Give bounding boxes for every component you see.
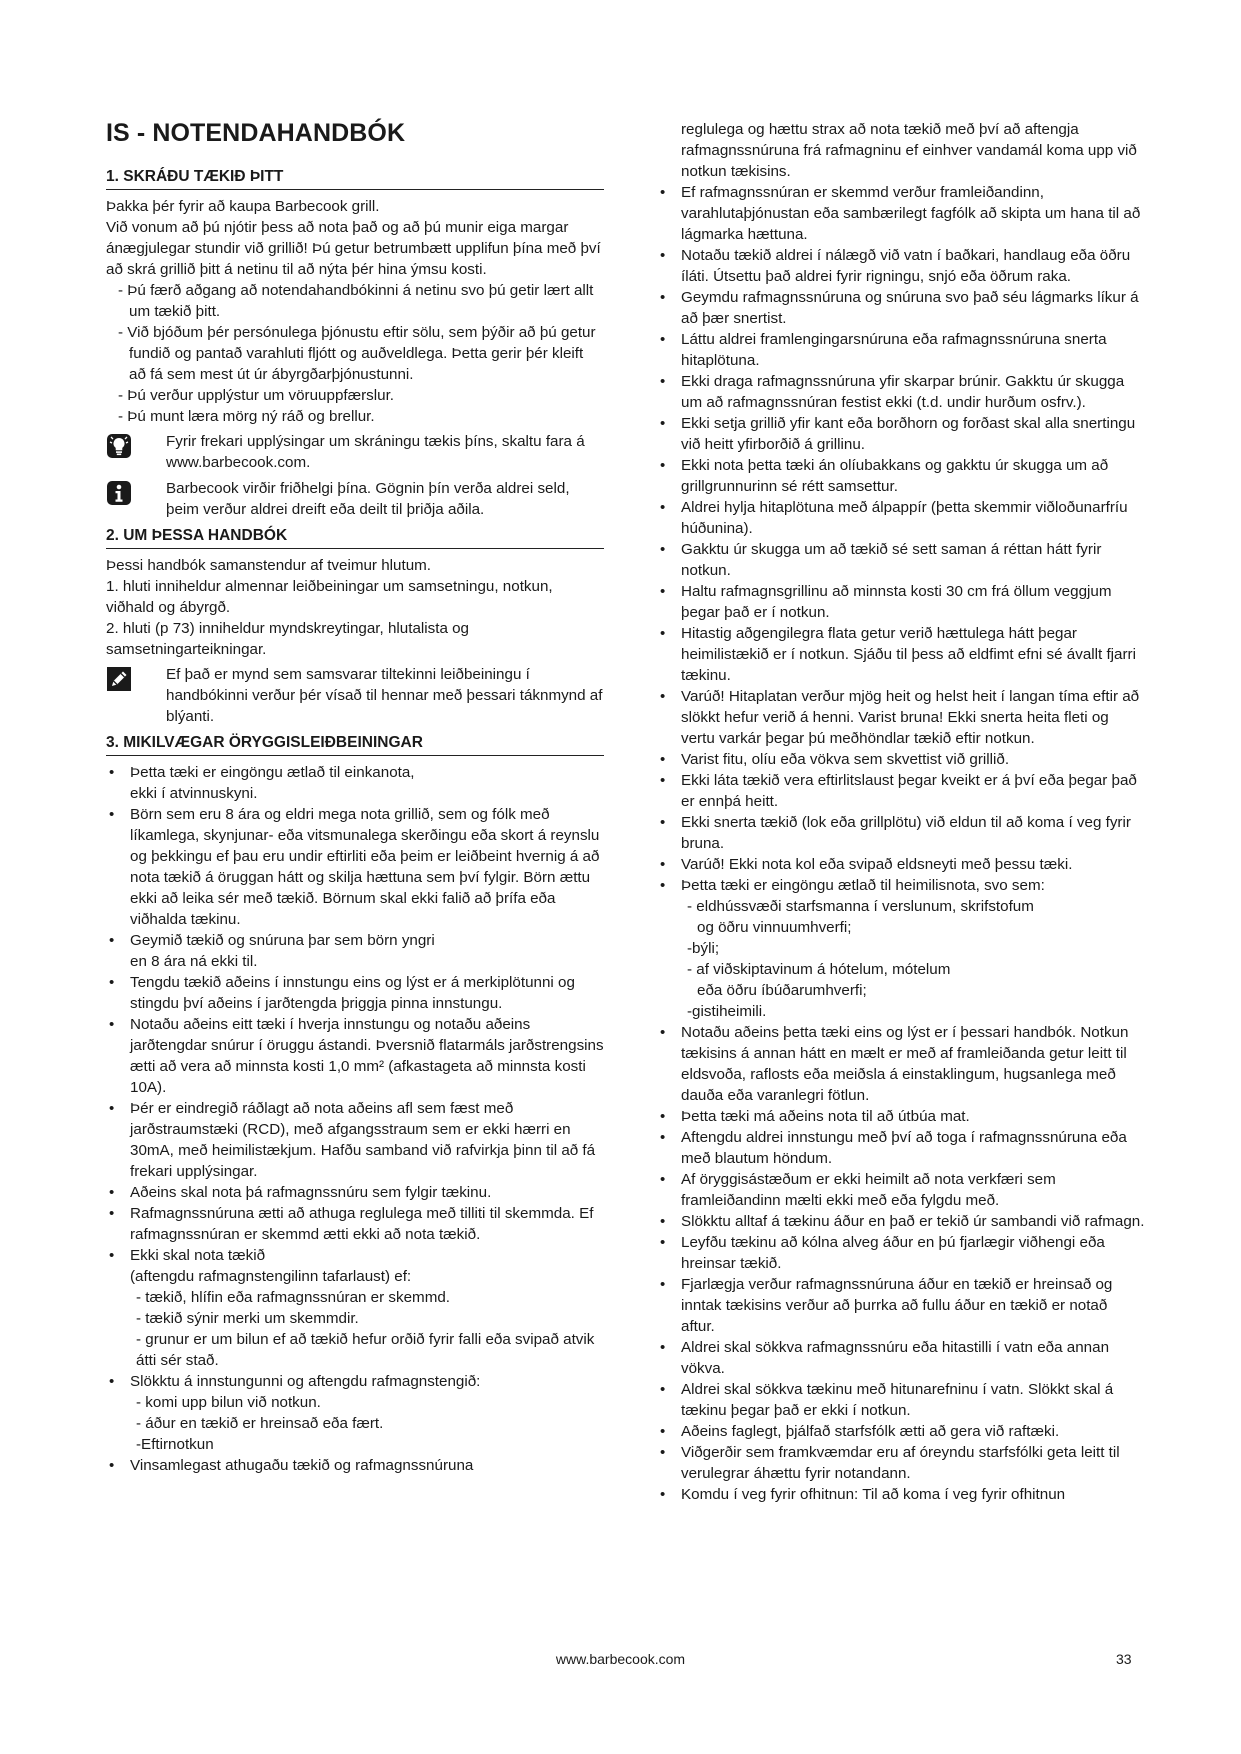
pencil-note-text: Ef það er mynd sem samsvarar tiltekinni leiðbeiningu í handbókinni verður þér vísað til hennar með þessari táknmynd af blýanti. (166, 666, 603, 725)
list-item-text: • Viðgerðir sem framkvæmdar eru af óreyndu starfsfólki geta leitt til verulegrar áhættu fyrir notandann. (681, 1444, 1120, 1482)
list-item-text: • Notaðu aðeins þetta tæki eins og lýst er í þessari handbók. Notkun tækisins á annan hátt en mælt er með af framleiðanda getur leitt til eldsvoða, raflosts eða meiðsla á einstaklingum, hugsanlega með dauða eða varanlegri fötlun. (681, 1024, 1129, 1104)
list-item-text: • Aldrei hylja hitaplötuna með álpappír (þetta skemmir viðloðunarfríu húðunina). (681, 499, 1128, 537)
list-item-text: • Börn sem eru 8 ára og eldri mega nota grillið, sem og fólk með líkamlega, skynjunar- eða vitsmunalega skerðingu eða skort á reynslu og þekkingu ef þau eru undir eftirliti eða þeim er leiðbeint hvernig á að nota tækið á öruggan hátt og skilja hættuna sem því fylgir. Börn ættu ekki að leika sér með tækið. Börnum skal ekki falið að þrífa eða viðhalda tækinu. (130, 806, 600, 928)
section-heading-register: 1. SKRÁÐU TÆKIÐ ÞITT (106, 167, 604, 190)
list-item (657, 1379, 1145, 1421)
list-item (657, 749, 1145, 770)
list-item (106, 1203, 604, 1245)
sub-item-text: - tækið sýnir merki um skemmdir. (136, 1310, 359, 1327)
list-item (657, 686, 1145, 749)
list-item-text: • Slökktu alltaf á tækinu áður en það er tekið úr sambandi við rafmagn. (681, 1213, 1145, 1230)
list-item-text: • Varúð! Ekki nota kol eða svipað eldsneyti með þessu tæki. (681, 856, 1073, 873)
page-title: IS - NOTENDAHANDBÓK (106, 119, 406, 147)
list-item-text: • Varist fitu, olíu eða vökva sem skvettist við grillið. (681, 751, 1010, 768)
list-item (657, 1127, 1145, 1169)
list-item-text: • Rafmagnssnúruna ætti að athuga reglulega með tilliti til skemmda. Ef rafmagnssnúran er skemmd ætti ekki að nota tækið. (130, 1205, 594, 1243)
page-number: 33 (1116, 1651, 1132, 1667)
list-item (657, 182, 1145, 245)
list-item (657, 1211, 1145, 1232)
list-item-text: • Leyfðu tækinu að kólna alveg áður en þú fjarlægir viðhengi eða hreinsar tækið. (681, 1234, 1105, 1272)
intro-text: Við vonum að þú njótir þess að nota það og að þú munir eiga margar ánægjulegar stundir við grillið! Þú getur betrumbætt upplifun þína með því að skrá grillið þitt á netinu til að nýta þér hina ýmsu kosti. (106, 219, 601, 278)
list-item-text: • Af öryggisástæðum er ekki heimilt að nota verkfæri sem framleiðandinn mælti ekki með eða fylgdu með. (681, 1171, 1056, 1209)
list-item-text: • Geymið tækið og snúruna þar sem börn yngri (130, 932, 435, 949)
list-item (657, 1442, 1145, 1484)
list-item (106, 1182, 604, 1203)
list-item (106, 930, 604, 972)
left-column (106, 118, 604, 1482)
sub-item-text: eða öðru íbúðarumhverfi; (697, 982, 867, 999)
list-item-text: • Geymdu rafmagnssnúruna og snúruna svo það séu lágmarks líkur á að þær snertist. (681, 289, 1139, 327)
list-item-text: (aftengdu rafmagnstengilinn tafarlaust) ef: (130, 1268, 412, 1285)
list-item-text: • Tengdu tækið aðeins í innstungu eins og lýst er á merkiplötunni og stingdu því aðeins í jarðtengda þriggja pinna innstungu. (130, 974, 575, 1012)
pencil-icon (106, 666, 132, 692)
footer-url: www.barbecook.com (555, 1651, 686, 1667)
list-item-text: • Haltu rafmagnsgrillinu að minnsta kosti 30 cm frá öllum veggjum þegar það er í notkun. (681, 583, 1112, 621)
list-item (657, 497, 1145, 539)
list-item-text: • Komdu í veg fyrir ofhitnun: Til að koma í veg fyrir ofhitnun (681, 1486, 1066, 1503)
list-item: - Við bjóðum þér persónulega þjónustu eftir sölu, sem þýðir að þú getur fundið og pantað varahluti fljótt og auðveldlega. Þetta gerir þér kleift að fá sem mest út úr ábyrgðarþjónustunni. (106, 322, 604, 385)
about-line: 1. hluti inniheldur almennar leiðbeiningar um samsetningu, notkun, viðhald og ábyrgð. (106, 578, 553, 616)
list-item-text: • Aldrei skal sökkva rafmagnssnúru eða hitastilli í vatn eða annan vökva. (681, 1339, 1110, 1377)
list-item (657, 371, 1145, 413)
list-item (106, 1014, 604, 1098)
list-item-text: • Ekki snerta tækið (lok eða grillplötu) við eldun til að koma í veg fyrir bruna. (681, 814, 1131, 852)
list-item-text: • Þetta tæki má aðeins nota til að útbúa mat. (681, 1108, 970, 1125)
list-item (657, 1274, 1145, 1337)
list-item (657, 1421, 1145, 1442)
list-item (657, 581, 1145, 623)
sub-item-text: -býli; (687, 940, 720, 957)
section-heading-about: 2. UM ÞESSA HANDBÓK (106, 526, 604, 549)
list-item (657, 413, 1145, 455)
list-item-text: • Ef rafmagnssnúran er skemmd verður framleiðandinn, varahlutaþjónustan eða sambærilegt fagfólk að skipta um hana til að lágmarka hættuna. (681, 184, 1141, 243)
list-item-text: • Þér er eindregið ráðlagt að nota aðeins afl sem fæst með jarðstraumstæki (RCD), með afgangsstraum sem er ekki hærri en 30mA, með heimilistækjum. Hafðu samband við rafvirkja þinn til að fá frekari upplýsingar. (130, 1100, 596, 1180)
list-item (106, 804, 604, 930)
lightbulb-icon (106, 433, 132, 459)
list-item (657, 1169, 1145, 1211)
sub-item-text: - áður en tækið er hreinsað eða fært. (136, 1415, 384, 1432)
list-item (106, 762, 604, 804)
list-item-text: en 8 ára ná ekki til. (130, 953, 258, 970)
sub-item-text: - af viðskiptavinum á hótelum, mótelum (687, 961, 951, 978)
list-item (657, 623, 1145, 686)
list-item (106, 1455, 604, 1476)
about-line: 2. hluti (p 73) inniheldur myndskreytingar, hlutalista og samsetningarteikningar. (106, 620, 470, 658)
list-item (657, 875, 1145, 1022)
list-item (657, 539, 1145, 581)
list-item-text: • Ekki láta tækið vera eftirlitslaust þegar kveikt er á því eða þegar það er ennþá heitt. (681, 772, 1137, 810)
sub-item-text: -Eftirnotkun (136, 1436, 214, 1453)
list-item (106, 972, 604, 1014)
intro-thanks: Þakka þér fyrir að kaupa Barbecook grill. (106, 198, 380, 215)
list-item (657, 854, 1145, 875)
list-item-text: • Aðeins skal nota þá rafmagnssnúru sem fylgir tækinu. (130, 1184, 492, 1201)
tip-note (106, 431, 604, 473)
section-heading-safety: 3. MIKILVÆGAR ÖRYGGISLEIÐBEININGAR (106, 733, 604, 756)
list-item-text: • Hitastig aðgengilegra flata getur verið hættulega hátt þegar heimilistækið er í notkun. Sjáðu til þess að eldfimt efni sé ávallt fjarri tækinu. (681, 625, 1136, 684)
list-item-text: • Notaðu aðeins eitt tæki í hverja innstungu og notaðu aðeins jarðtengdar snúrur í öruggu ástandi. Þversnið flatarmáls jarðstrengsins ætti að vera að minnsta kosti 1,0 mm² (afkastageta að minnsta kosti 10A). (130, 1016, 604, 1096)
list-item (657, 1484, 1145, 1505)
pencil-note (106, 664, 604, 727)
list-item (657, 1337, 1145, 1379)
list-item (657, 245, 1145, 287)
list-item-text: • Láttu aldrei framlengingarsnúruna eða rafmagnssnúruna snerta hitaplötuna. (681, 331, 1107, 369)
benefits-list (106, 280, 604, 427)
section-safety (106, 733, 604, 1476)
list-item (657, 1106, 1145, 1127)
section-about-manual (106, 526, 604, 727)
list-item (106, 1245, 604, 1371)
sub-item-text: og öðru vinnuumhverfi; (697, 919, 852, 936)
list-item (657, 1232, 1145, 1274)
about-line: Þessi handbók samanstendur af tveimur hlutum. (106, 557, 432, 574)
list-item-text: • Ekki nota þetta tæki án olíubakkans og gakktu úr skugga um að grillgrunnurinn sé rétt samsettur. (681, 457, 1109, 495)
list-item-text: • Gakktu úr skugga um að tækið sé sett saman á réttan hátt fyrir notkun. (681, 541, 1102, 579)
list-item: - Þú munt læra mörg ný ráð og brellur. (106, 406, 604, 427)
section-register (106, 167, 604, 520)
list-item (106, 1098, 604, 1182)
list-item (657, 329, 1145, 371)
list-item (657, 287, 1145, 329)
list-item-text: • Vinsamlegast athugaðu tækið og rafmagnssnúruna (130, 1457, 474, 1474)
list-item-text: • Varúð! Hitaplatan verður mjög heit og helst heit í langan tíma eftir að slökkt hefur verið á henni. Varist bruna! Ekki snerta heita fleti og vertu varkár þegar þú meðhöndlar tækið eftir notkun. (681, 688, 1140, 747)
list-item: - Þú færð aðgang að notendahandbókinni á netinu svo þú getir lært allt um tækið þitt. (106, 280, 604, 322)
info-icon (106, 480, 132, 506)
sub-item-text: -gistiheimili. (687, 1003, 767, 1020)
list-item-text: • Fjarlægja verður rafmagnssnúruna áður en tækið er hreinsað og inntak tækisins verður að þurrka að fullu áður en tækið er notað aftur. (681, 1276, 1113, 1335)
safety-list-right (657, 182, 1145, 1505)
sub-item-text: - komi upp bilun við notkun. (136, 1394, 321, 1411)
sub-item-text: - eldhússvæði starfsmanna í verslunum, skrifstofum (687, 898, 1034, 915)
list-item (657, 1022, 1145, 1106)
list-item: - Þú verður upplýstur um vöruuppfærslur. (106, 385, 604, 406)
list-item-text: • Aftengdu aldrei innstungu með því að toga í rafmagnssnúruna eða með blautum höndum. (681, 1129, 1127, 1167)
privacy-note (106, 478, 604, 520)
list-item-text: ekki í atvinnuskyni. (130, 785, 258, 802)
list-item (657, 812, 1145, 854)
list-item-text: • Ekki setja grillið yfir kant eða borðhorn og forðast skal alla snertingu við heitt yfirborðið á grillinu. (681, 415, 1136, 453)
sub-item-text: - tækið, hlífin eða rafmagnssnúran er skemmd. (136, 1289, 451, 1306)
sub-item-text: - grunur er um bilun ef að tækið hefur orðið fyrir falli eða svipað atvik átti sér stað. (136, 1331, 595, 1369)
list-item-text: • Þetta tæki er eingöngu ætlað til einkanota, (130, 764, 415, 781)
list-item-text: • Aðeins faglegt, þjálfað starfsfólk ætti að gera við raftæki. (681, 1423, 1060, 1440)
list-item-text: • Slökktu á innstungunni og aftengdu rafmagnstengið: (130, 1373, 481, 1390)
privacy-note-text: Barbecook virðir friðhelgi þína. Gögnin þín verða aldrei seld, þeim verður aldrei dreift eða deilt til þriðja aðila. (166, 480, 570, 518)
list-item-text: • Ekki skal nota tækið (130, 1247, 266, 1264)
list-item (657, 455, 1145, 497)
right-column (657, 119, 1145, 1505)
list-item-text: • Aldrei skal sökkva tækinu með hitunarefninu í vatn. Slökkt skal á tækinu þegar það er ekki í notkun. (681, 1381, 1114, 1419)
list-item-text: • Þetta tæki er eingöngu ætlað til heimilisnota, svo sem: (681, 877, 1045, 894)
list-item-text: • Notaðu tækið aldrei í nálægð við vatn í baðkari, handlaug eða öðru íláti. Útsettu það aldrei fyrir rigningu, snjó eða öðrum raka. (681, 247, 1131, 285)
list-item (106, 1371, 604, 1455)
tip-note-text: Fyrir frekari upplýsingar um skráningu tækis þíns, skaltu fara á www.barbecook.com. (166, 433, 585, 471)
list-item (657, 770, 1145, 812)
list-item-text: • Ekki draga rafmagnssnúruna yfir skarpar brúnir. Gakktu úr skugga um að rafmagnssnúran festist ekki (t.d. undir hurðum osfrv.). (681, 373, 1125, 411)
continuation-text: reglulega og hættu strax að nota tækið með því að aftengja rafmagnssnúruna frá rafmagninu ef einhver vandamál koma upp við notkun tækisins. (681, 121, 1137, 180)
safety-list-left (106, 762, 604, 1476)
